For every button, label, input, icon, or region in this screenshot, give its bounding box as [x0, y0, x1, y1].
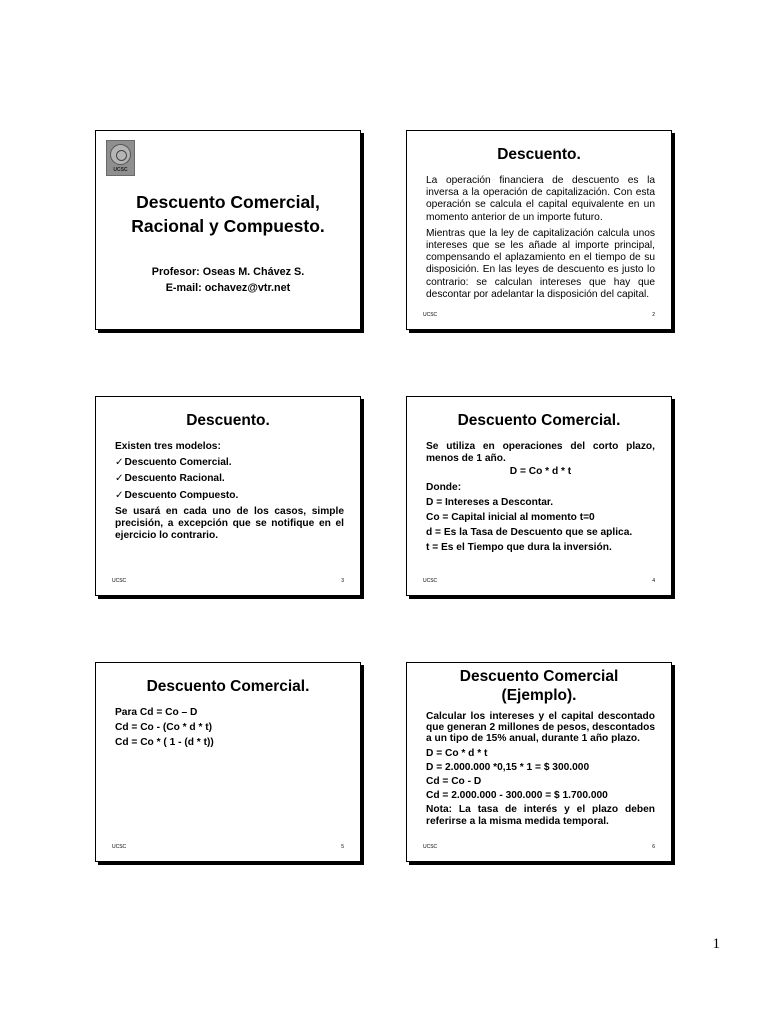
slide-footer: [112, 844, 344, 850]
slide-body: [426, 711, 655, 827]
slide-6: [406, 662, 672, 862]
slide-body: [115, 441, 344, 546]
slide-footer: [423, 844, 655, 850]
slide-footer: [423, 312, 655, 318]
title-line-1: Descuento Comercial: [459, 668, 619, 685]
slide-3: [95, 396, 361, 596]
formula-line: Para Cd = Co – D: [115, 707, 198, 718]
slide-title: Descuento Comercial.: [146, 678, 310, 695]
paragraph: Mientras que la ley de capitalización calcula unos intereses que se les añade al importe principal, compensando el aplazamiento en el tiempo de su disposición. En las leyes de descuento es justo lo contrario: se calculan intereses que hay que descontar por adelantar la disposición del capital.: [426, 227, 655, 300]
professor-email: E-mail: ochavez@vtr.net: [165, 282, 291, 294]
footer-label: UCSC: [423, 312, 438, 318]
slide-4: [406, 396, 672, 596]
logo-text: UCSC: [113, 167, 128, 173]
professor-name: Profesor: Oseas M. Chávez S.: [151, 266, 305, 278]
definition-item: Co = Capital inicial al momento t=0: [426, 512, 595, 524]
slide-title: [415, 667, 663, 706]
slide-title: Descuento Comercial.: [457, 412, 621, 429]
presentation-title: [102, 190, 354, 238]
ucsc-logo: [106, 140, 135, 176]
slide-number: 3: [341, 578, 344, 584]
slide-number: 5: [341, 844, 344, 850]
definition-item: d = Es la Tasa de Descuento que se aplica.: [426, 527, 633, 539]
slide-body: [426, 175, 655, 305]
calculation-step: Cd = Co - D: [426, 776, 482, 788]
calculation-step: D = 2.000.000 *0,15 * 1 = $ 300.000: [426, 761, 590, 773]
slide-5: [95, 662, 361, 862]
slide-footer: [112, 578, 344, 584]
definition-item: D = Intereses a Descontar.: [426, 496, 554, 508]
slide-1: [95, 130, 361, 330]
where-label: Donde:: [426, 481, 462, 493]
note-text: Se usará en cada uno de los casos, simple precisión, a excepción que se notifique en el ejercicio lo contrario.: [115, 505, 344, 542]
slide-number: 2: [652, 312, 655, 318]
seal-icon: [110, 144, 131, 165]
calculation-step: D = Co * d * t: [426, 747, 488, 759]
intro-text: Existen tres modelos:: [115, 441, 221, 452]
slide-number: 6: [652, 844, 655, 850]
title-line-1: Descuento Comercial,: [136, 192, 320, 212]
slide-body: [426, 441, 655, 558]
model-item: ✓ Descuento Racional.: [115, 473, 344, 485]
model-item: ✓ Descuento Compuesto.: [115, 490, 344, 502]
page-number: 1: [712, 936, 720, 952]
author-block: [102, 264, 354, 296]
paragraph: La operación financiera de descuento es la inversa a la operación de capitalización. Con esta operación se calcula el capital equivalente en un momento anterior de un importe futuro.: [426, 175, 655, 223]
slide-title: Descuento.: [186, 412, 270, 429]
footer-label: UCSC: [423, 578, 438, 584]
slide-body: [115, 707, 344, 753]
title-line-2: Racional y Compuesto.: [131, 216, 325, 236]
intro-text: Se utiliza en operaciones del corto plazo, menos de 1 año.: [426, 441, 655, 465]
title-line-2: (Ejemplo).: [501, 687, 577, 705]
note-text: Nota: La tasa de interés y el plazo deben referirse a la misma medida temporal.: [426, 804, 655, 827]
problem-text: Calcular los intereses y el capital descontado que generan 2 millones de pesos, descontados a un tipo de 15% anual, durante 1 año plazo.: [426, 711, 655, 745]
slide-2: [406, 130, 672, 330]
footer-label: UCSC: [423, 844, 438, 850]
slide-number: 4: [652, 578, 655, 584]
formula: D = Co * d * t: [509, 466, 572, 478]
footer-label: UCSC: [112, 844, 127, 850]
model-item: ✓ Descuento Comercial.: [115, 457, 344, 469]
footer-label: UCSC: [112, 578, 127, 584]
formula-line: Cd = Co - (Co * d * t): [115, 722, 213, 734]
slide-footer: [423, 578, 655, 584]
formula-line: Cd = Co * ( 1 - (d * t)): [115, 737, 214, 749]
slide-title: Descuento.: [497, 146, 581, 163]
calculation-step: Cd = 2.000.000 - 300.000 = $ 1.700.000: [426, 790, 608, 802]
definition-item: t = Es el Tiempo que dura la inversión.: [426, 542, 612, 554]
